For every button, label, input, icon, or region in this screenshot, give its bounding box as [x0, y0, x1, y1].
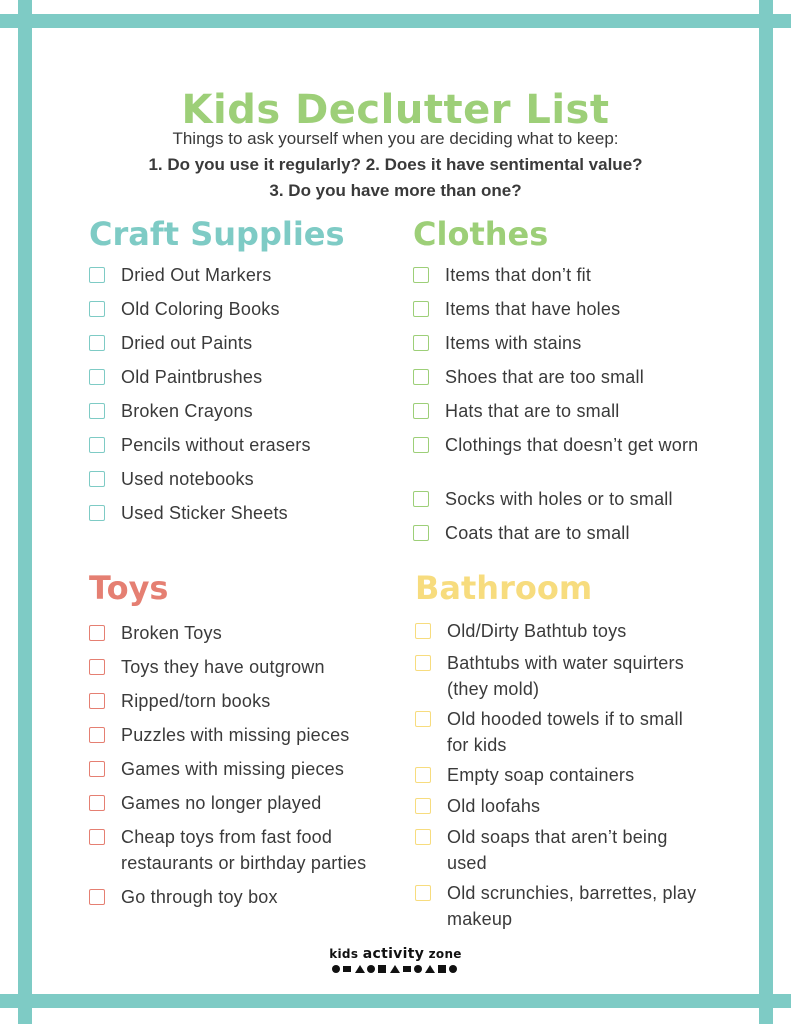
checkbox[interactable]	[89, 369, 105, 385]
intro-line-3: 3. Do you have more than one?	[269, 181, 522, 200]
checkbox[interactable]	[89, 471, 105, 487]
checklist-item-label: Broken Crayons	[121, 401, 253, 421]
checklist-item-label: Old loofahs	[447, 796, 541, 816]
checklist-item-label: Clothings that doesn’t get worn	[445, 435, 699, 455]
checklist-item-label: Coats that are to small	[445, 523, 630, 543]
intro-line-2: 1. Do you use it regularly? 2. Does it have sentimental value?	[148, 155, 643, 174]
checklist-item-label: Items that don’t fit	[445, 265, 592, 285]
checklist-item-label: Old/Dirty Bathtub toys	[447, 621, 627, 641]
logo-word-kids: kids	[329, 947, 359, 961]
checkbox[interactable]	[413, 403, 429, 419]
checklist-item-label: Socks with holes or to small	[445, 489, 673, 509]
checkbox[interactable]	[415, 798, 431, 814]
logo-wordmark	[0, 946, 791, 962]
frame-top-bar	[0, 14, 791, 28]
checklist-item-label: Empty soap containers	[447, 765, 635, 785]
checkbox[interactable]	[413, 491, 429, 507]
checkbox[interactable]	[413, 267, 429, 283]
checkbox[interactable]	[89, 727, 105, 743]
checklist-item-label: Old hooded towels if to small for kids	[447, 709, 683, 755]
checkbox[interactable]	[415, 767, 431, 783]
checkbox[interactable]	[413, 335, 429, 351]
checklist-item-label: Shoes that are too small	[445, 367, 644, 387]
logo-word-zone: zone	[428, 947, 462, 961]
section-heading: Clothes	[413, 215, 549, 253]
checkbox[interactable]	[89, 659, 105, 675]
checklist-item-label: Used notebooks	[121, 469, 254, 489]
checkbox[interactable]	[89, 829, 105, 845]
checkbox[interactable]	[89, 505, 105, 521]
section-craft-supplies	[89, 214, 345, 523]
checkbox[interactable]	[89, 761, 105, 777]
section-heading: Toys	[89, 569, 169, 607]
checkbox[interactable]	[89, 437, 105, 453]
checklist-item-label: Dried Out Markers	[121, 265, 272, 285]
checkbox[interactable]	[415, 655, 431, 671]
section-toys	[89, 568, 367, 907]
section-heading: Craft Supplies	[89, 215, 345, 253]
checklist-item-label: Broken Toys	[121, 623, 222, 643]
checklist-item-label: Items with stains	[445, 333, 582, 353]
checkbox[interactable]	[89, 335, 105, 351]
checklist-item-label: Go through toy box	[121, 887, 278, 907]
logo-shapes-icon	[331, 964, 461, 974]
checkbox[interactable]	[415, 711, 431, 727]
checkbox[interactable]	[89, 693, 105, 709]
section-bathroom	[415, 568, 697, 929]
checklist-item-label: Dried out Paints	[121, 333, 253, 353]
frame-right-bar	[759, 0, 773, 1024]
frame-bottom-bar	[0, 994, 791, 1008]
checklist-item-label: Toys they have outgrown	[121, 657, 325, 677]
checkbox[interactable]	[415, 885, 431, 901]
checkbox[interactable]	[89, 625, 105, 641]
checkbox[interactable]	[89, 795, 105, 811]
checklist-item-label: Cheap toys from fast food restaurants or birthday parties	[121, 827, 367, 873]
checklist-item-label: Pencils without erasers	[121, 435, 311, 455]
logo-word-activity: activity	[362, 946, 425, 962]
checkbox[interactable]	[89, 267, 105, 283]
checklist-item-label: Ripped/torn books	[121, 691, 271, 711]
checklist-item-label: Puzzles with missing pieces	[121, 725, 350, 745]
checklist-item-label: Old Coloring Books	[121, 299, 280, 319]
checkbox[interactable]	[415, 623, 431, 639]
checklist-item-label: Old soaps that aren’t being used	[447, 827, 668, 873]
checkbox[interactable]	[415, 829, 431, 845]
checklist-item-label: Games no longer played	[121, 793, 322, 813]
checklist-item-label: Old scrunchies, barrettes, play makeup	[447, 883, 697, 929]
checklist-item-label: Items that have holes	[445, 299, 621, 319]
checkbox[interactable]	[89, 403, 105, 419]
checklist-item-label: Used Sticker Sheets	[121, 503, 288, 523]
frame-left-bar	[18, 0, 32, 1024]
checklist-item-label: Games with missing pieces	[121, 759, 345, 779]
checklist-item-label: Hats that are to small	[445, 401, 620, 421]
checkbox[interactable]	[89, 889, 105, 905]
checkbox[interactable]	[413, 525, 429, 541]
checkbox[interactable]	[89, 301, 105, 317]
intro-line-1: Things to ask yourself when you are deciding what to keep:	[172, 129, 619, 148]
section-heading: Bathroom	[415, 569, 593, 607]
intro-text	[60, 126, 731, 204]
brand-logo	[0, 946, 791, 974]
checkbox[interactable]	[413, 369, 429, 385]
checklist-item-label: Bathtubs with water squirters (they mold)	[447, 653, 684, 699]
section-clothes	[413, 214, 699, 543]
checkbox[interactable]	[413, 301, 429, 317]
checklist-item-label: Old Paintbrushes	[121, 367, 263, 387]
checkbox[interactable]	[413, 437, 429, 453]
page-title: Kids Declutter List	[181, 86, 610, 133]
